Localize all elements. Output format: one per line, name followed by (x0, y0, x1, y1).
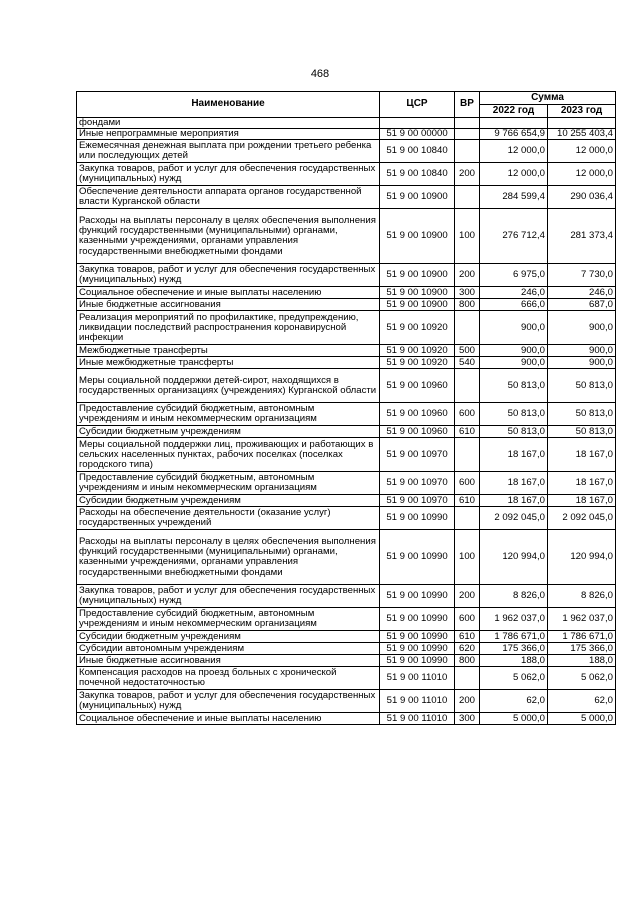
row-name: Предоставление субсидий бюджетным, автономным учреждениям и иным некоммерческим организациям (77, 472, 380, 495)
row-amount-2023: 1 786 671,0 (548, 631, 616, 643)
row-name: Предоставление субсидий бюджетным, автономным учреждениям и иным некоммерческим организациям (77, 403, 380, 426)
row-vr: 600 (455, 403, 480, 426)
row-name: Обеспечение деятельности аппарата органов государственной власти Курганской области (77, 186, 380, 209)
row-amount-2023: 687,0 (548, 299, 616, 311)
row-amount-2023: 18 167,0 (548, 438, 616, 472)
row-csr (380, 118, 455, 129)
row-name: Меры социальной поддержки лиц, проживающих и работающих в сельских населенных пунктах, рабочих поселках (поселках городского типа) (77, 438, 380, 472)
table-row (77, 608, 616, 631)
row-csr: 51 9 00 10960 (380, 369, 455, 403)
row-name: Межбюджетные трансферты (77, 345, 380, 357)
row-vr: 600 (455, 472, 480, 495)
table-row (77, 643, 616, 655)
table-row (77, 118, 616, 129)
row-vr: 600 (455, 608, 480, 631)
row-amount-2023: 2 092 045,0 (548, 507, 616, 530)
row-csr: 51 9 00 10990 (380, 585, 455, 608)
row-amount-2023: 50 813,0 (548, 403, 616, 426)
table-row (77, 472, 616, 495)
row-amount-2022: 18 167,0 (480, 438, 548, 472)
row-csr: 51 9 00 10990 (380, 530, 455, 585)
row-amount-2023: 18 167,0 (548, 472, 616, 495)
row-csr: 51 9 00 10900 (380, 299, 455, 311)
table-row (77, 631, 616, 643)
row-amount-2023: 290 036,4 (548, 186, 616, 209)
row-amount-2022: 18 167,0 (480, 472, 548, 495)
row-name: Закупка товаров, работ и услуг для обеспечения государственных (муниципальных) нужд (77, 690, 380, 713)
row-name: Закупка товаров, работ и услуг для обеспечения государственных (муниципальных) нужд (77, 264, 380, 287)
table-row (77, 299, 616, 311)
row-amount-2023: 7 730,0 (548, 264, 616, 287)
table-row (77, 667, 616, 690)
row-name: Расходы на выплаты персоналу в целях обеспечения выполнения функций государственными (муниципальными) органами, казенными учреждениями, органами управления государственными внебюджетными фондами (77, 209, 380, 264)
row-amount-2023: 281 373,4 (548, 209, 616, 264)
budget-table (76, 91, 616, 725)
table-row (77, 345, 616, 357)
row-csr: 51 9 00 10960 (380, 426, 455, 438)
row-vr: 200 (455, 264, 480, 287)
table-row (77, 287, 616, 299)
row-name: Меры социальной поддержки детей-сирот, находящихся в государственных организациях (учреждениях) Курганской области (77, 369, 380, 403)
row-amount-2023: 12 000,0 (548, 163, 616, 186)
row-amount-2023: 5 062,0 (548, 667, 616, 690)
row-amount-2022: 5 062,0 (480, 667, 548, 690)
row-amount-2023: 900,0 (548, 311, 616, 345)
row-amount-2023: 175 366,0 (548, 643, 616, 655)
row-csr: 51 9 00 10900 (380, 287, 455, 299)
row-name: Иные межбюджетные трансферты (77, 357, 380, 369)
row-amount-2022: 900,0 (480, 357, 548, 369)
page-number: 468 (310, 68, 330, 80)
row-csr: 51 9 00 10920 (380, 345, 455, 357)
row-amount-2022: 9 766 654,9 (480, 129, 548, 140)
row-csr: 51 9 00 10920 (380, 311, 455, 345)
table-row (77, 690, 616, 713)
table-row (77, 163, 616, 186)
row-name: Ежемесячная денежная выплата при рождении третьего ребенка или последующих детей (77, 140, 380, 163)
row-name: Расходы на выплаты персоналу в целях обеспечения выполнения функций государственными (муниципальными) органами, казенными учреждениями, органами управления государственными внебюджетными фондами (77, 530, 380, 585)
row-amount-2023: 8 826,0 (548, 585, 616, 608)
row-name: Социальное обеспечение и иные выплаты населению (77, 713, 380, 725)
row-vr (455, 438, 480, 472)
row-amount-2022: 50 813,0 (480, 369, 548, 403)
table-row (77, 140, 616, 163)
row-name: Компенсация расходов на проезд больных с хронической почечной недостаточностью (77, 667, 380, 690)
row-amount-2023: 50 813,0 (548, 369, 616, 403)
row-amount-2023: 62,0 (548, 690, 616, 713)
row-csr: 51 9 00 10970 (380, 495, 455, 507)
header-name: Наименование (77, 92, 380, 118)
table-row (77, 209, 616, 264)
row-name: Иные бюджетные ассигнования (77, 299, 380, 311)
row-amount-2023: 246,0 (548, 287, 616, 299)
row-vr (455, 118, 480, 129)
row-amount-2023: 188,0 (548, 655, 616, 667)
row-vr (455, 186, 480, 209)
row-vr (455, 140, 480, 163)
row-amount-2023: 900,0 (548, 345, 616, 357)
table-row (77, 186, 616, 209)
row-csr: 51 9 00 10840 (380, 163, 455, 186)
row-vr: 100 (455, 530, 480, 585)
row-csr: 51 9 00 11010 (380, 713, 455, 725)
row-amount-2022: 18 167,0 (480, 495, 548, 507)
header-csr: ЦСР (380, 92, 455, 118)
row-csr: 51 9 00 10970 (380, 438, 455, 472)
row-amount-2023: 10 255 403,4 (548, 129, 616, 140)
row-amount-2022: 246,0 (480, 287, 548, 299)
row-vr: 300 (455, 713, 480, 725)
row-csr: 51 9 00 11010 (380, 667, 455, 690)
row-amount-2023 (548, 118, 616, 129)
header-year-2023: 2023 год (548, 105, 616, 118)
row-name: Закупка товаров, работ и услуг для обеспечения государственных (муниципальных) нужд (77, 163, 380, 186)
table-row (77, 426, 616, 438)
table-row (77, 713, 616, 725)
row-vr (455, 129, 480, 140)
row-vr: 200 (455, 690, 480, 713)
row-name: Субсидии бюджетным учреждениям (77, 426, 380, 438)
row-csr: 51 9 00 10840 (380, 140, 455, 163)
row-name: Субсидии бюджетным учреждениям (77, 495, 380, 507)
row-amount-2022: 62,0 (480, 690, 548, 713)
row-amount-2022: 12 000,0 (480, 163, 548, 186)
row-vr: 100 (455, 209, 480, 264)
row-name: Социальное обеспечение и иные выплаты населению (77, 287, 380, 299)
table-row (77, 357, 616, 369)
row-amount-2023: 120 994,0 (548, 530, 616, 585)
table-row (77, 264, 616, 287)
row-name: Расходы на обеспечение деятельности (оказание услуг) государственных учреждений (77, 507, 380, 530)
row-csr: 51 9 00 10970 (380, 472, 455, 495)
row-vr: 800 (455, 655, 480, 667)
row-csr: 51 9 00 10990 (380, 608, 455, 631)
row-amount-2022: 1 786 671,0 (480, 631, 548, 643)
row-name: Реализация мероприятий по профилактике, предупреждению, ликвидации последствий распространения коронавирусной инфекции (77, 311, 380, 345)
row-amount-2022: 5 000,0 (480, 713, 548, 725)
row-amount-2022: 175 366,0 (480, 643, 548, 655)
table-row (77, 438, 616, 472)
row-amount-2023: 18 167,0 (548, 495, 616, 507)
row-amount-2022 (480, 118, 548, 129)
row-amount-2022: 120 994,0 (480, 530, 548, 585)
row-vr: 200 (455, 585, 480, 608)
row-name: Иные непрограммные мероприятия (77, 129, 380, 140)
table-row (77, 507, 616, 530)
row-amount-2022: 1 962 037,0 (480, 608, 548, 631)
row-vr (455, 667, 480, 690)
table-row (77, 655, 616, 667)
row-amount-2022: 188,0 (480, 655, 548, 667)
row-amount-2022: 900,0 (480, 311, 548, 345)
row-name: фондами (77, 118, 380, 129)
row-amount-2022: 6 975,0 (480, 264, 548, 287)
header-sum: Сумма (480, 92, 616, 105)
row-amount-2022: 8 826,0 (480, 585, 548, 608)
table-row (77, 495, 616, 507)
row-name: Иные бюджетные ассигнования (77, 655, 380, 667)
row-vr (455, 369, 480, 403)
row-amount-2022: 284 599,4 (480, 186, 548, 209)
row-vr (455, 311, 480, 345)
row-csr: 51 9 00 00000 (380, 129, 455, 140)
table-row (77, 585, 616, 608)
table-row (77, 129, 616, 140)
row-vr: 200 (455, 163, 480, 186)
row-amount-2023: 12 000,0 (548, 140, 616, 163)
row-csr: 51 9 00 10920 (380, 357, 455, 369)
row-vr: 540 (455, 357, 480, 369)
header-year-2022: 2022 год (480, 105, 548, 118)
row-name: Предоставление субсидий бюджетным, автономным учреждениям и иным некоммерческим организациям (77, 608, 380, 631)
row-name: Закупка товаров, работ и услуг для обеспечения государственных (муниципальных) нужд (77, 585, 380, 608)
row-name: Субсидии автономным учреждениям (77, 643, 380, 655)
row-csr: 51 9 00 10960 (380, 403, 455, 426)
table-row (77, 403, 616, 426)
row-vr: 610 (455, 426, 480, 438)
row-vr: 500 (455, 345, 480, 357)
row-vr: 620 (455, 643, 480, 655)
row-amount-2023: 5 000,0 (548, 713, 616, 725)
header-vr: ВР (455, 92, 480, 118)
row-csr: 51 9 00 10990 (380, 507, 455, 530)
row-amount-2022: 12 000,0 (480, 140, 548, 163)
row-amount-2023: 50 813,0 (548, 426, 616, 438)
row-csr: 51 9 00 10990 (380, 631, 455, 643)
row-amount-2022: 666,0 (480, 299, 548, 311)
row-amount-2022: 50 813,0 (480, 403, 548, 426)
table-body (77, 118, 616, 725)
row-csr: 51 9 00 10990 (380, 655, 455, 667)
row-amount-2022: 50 813,0 (480, 426, 548, 438)
row-name: Субсидии бюджетным учреждениям (77, 631, 380, 643)
table-row (77, 369, 616, 403)
row-csr: 51 9 00 10990 (380, 643, 455, 655)
row-csr: 51 9 00 10900 (380, 209, 455, 264)
row-amount-2022: 900,0 (480, 345, 548, 357)
row-amount-2022: 2 092 045,0 (480, 507, 548, 530)
row-csr: 51 9 00 10900 (380, 264, 455, 287)
row-amount-2023: 900,0 (548, 357, 616, 369)
table-row (77, 530, 616, 585)
row-csr: 51 9 00 11010 (380, 690, 455, 713)
row-vr: 800 (455, 299, 480, 311)
row-vr: 300 (455, 287, 480, 299)
row-amount-2022: 276 712,4 (480, 209, 548, 264)
row-amount-2023: 1 962 037,0 (548, 608, 616, 631)
row-vr (455, 507, 480, 530)
row-vr: 610 (455, 631, 480, 643)
row-vr: 610 (455, 495, 480, 507)
table-row (77, 311, 616, 345)
row-csr: 51 9 00 10900 (380, 186, 455, 209)
